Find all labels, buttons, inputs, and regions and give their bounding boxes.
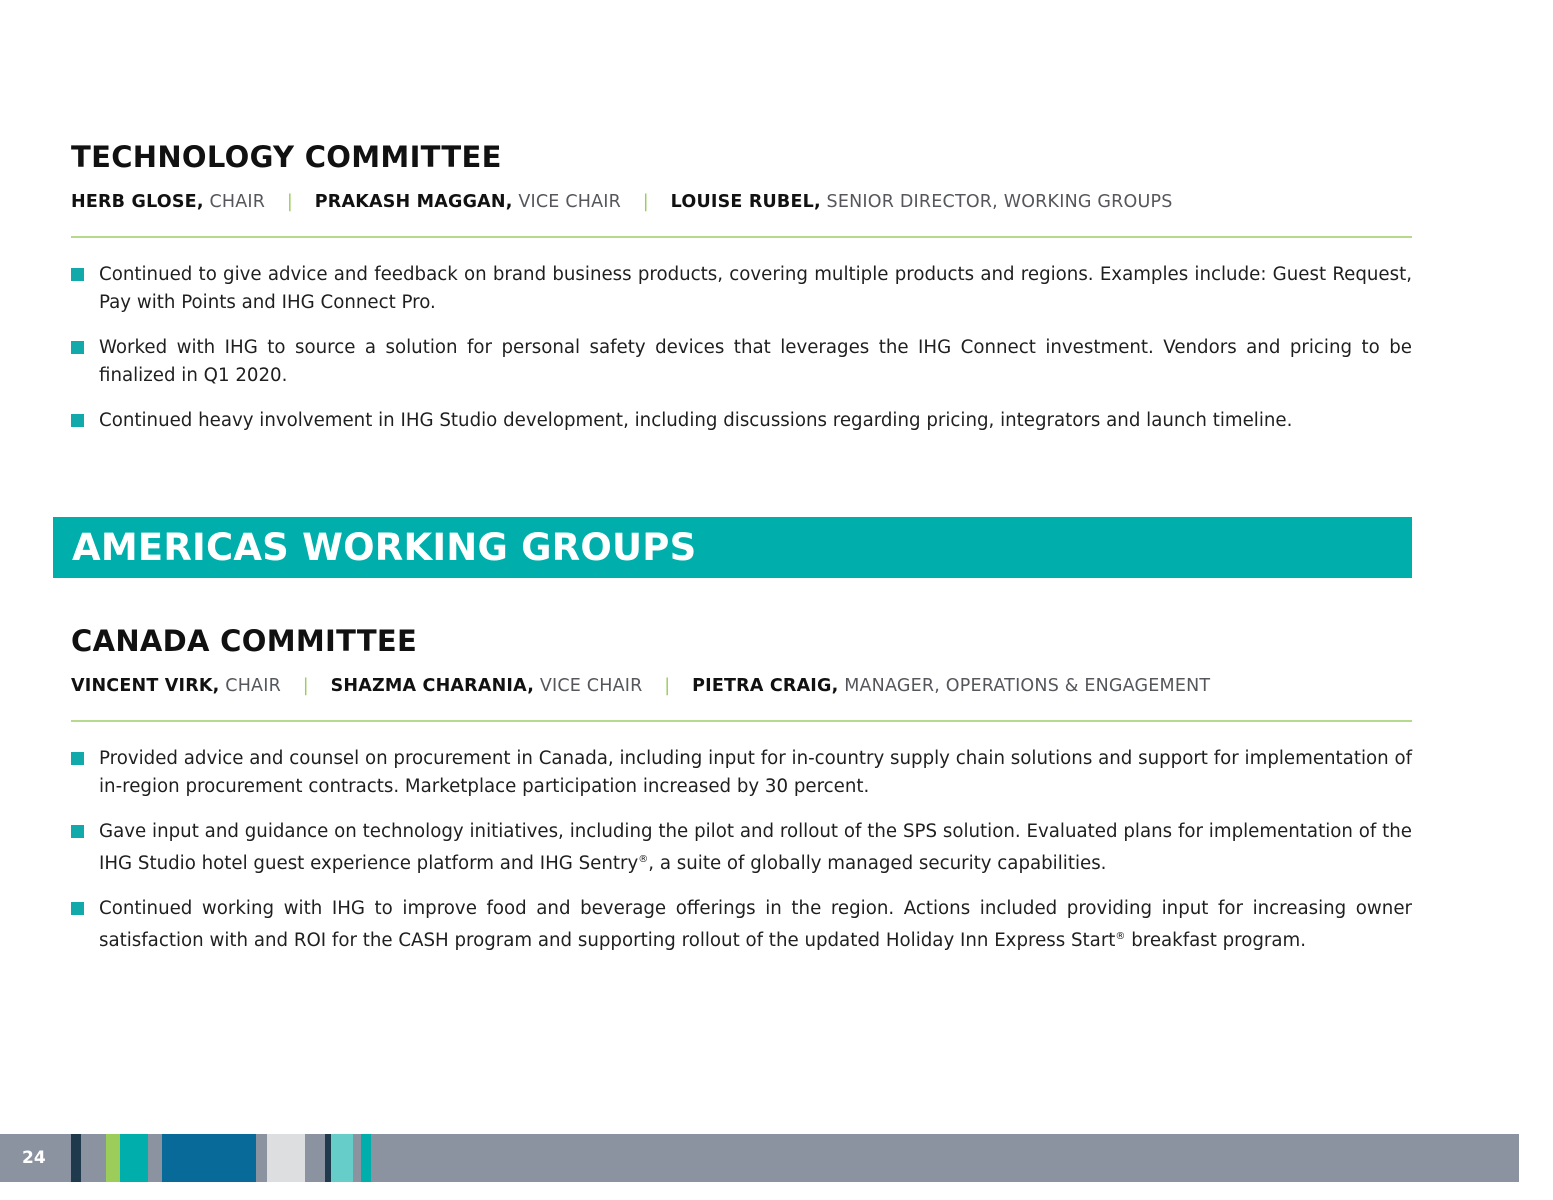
member-role: CHAIR — [203, 192, 266, 212]
canada-committee-members — [71, 676, 1411, 696]
footer-stripe — [267, 1134, 305, 1182]
member-name: LOUISE RUBEL, — [670, 192, 821, 212]
member-role: VICE CHAIR — [512, 192, 621, 212]
bullet-square-icon — [71, 268, 84, 281]
section-divider — [71, 720, 1412, 722]
registered-mark: ® — [1115, 931, 1126, 943]
registered-mark: ® — [638, 854, 649, 865]
member-name: HERB GLOSE, — [71, 192, 204, 212]
list-item — [71, 745, 1412, 801]
member-name: PRAKASH MAGGAN, — [314, 192, 513, 212]
list-item-text: Worked with IHG to source a solution for personal safety devices that leverages the IHG Connect investment. Vendors and pricing to be finalized in Q1 2020. — [99, 337, 1412, 386]
member-separator: | — [286, 192, 293, 212]
canada-bullet-list — [71, 745, 1412, 972]
americas-working-groups-banner — [53, 517, 1412, 578]
member-separator: | — [642, 192, 649, 212]
footer-stripe — [106, 1134, 120, 1182]
list-item-text: breakfast program. — [1125, 930, 1307, 952]
list-item-text: Continued heavy involvement in IHG Studio development, including discussions regarding pricing, integrators and launch timeline. — [99, 410, 1293, 431]
bullet-square-icon — [71, 902, 84, 915]
bullet-square-icon — [71, 752, 84, 765]
technology-committee-members — [71, 192, 1411, 212]
section-divider — [71, 236, 1412, 238]
list-item — [71, 261, 1412, 317]
bullet-square-icon — [71, 414, 84, 427]
list-item — [71, 334, 1412, 390]
list-item-text: Gave input and guidance on technology initiatives, including the pilot and rollout of the SPS solution. Evaluated plans for implementation of the IHG Studio hotel guest experience platform and IHG Sentry — [99, 821, 1412, 875]
member-separator: | — [302, 676, 309, 696]
list-item-text: Provided advice and counsel on procurement in Canada, including input for in-country supply chain solutions and support for implementation of in-region procurement contracts. Marketplace participation increased by 30 percent. — [99, 748, 1412, 797]
list-item — [71, 818, 1412, 878]
list-item-text: , a suite of globally managed security capabilities. — [648, 853, 1107, 875]
member-role: CHAIR — [219, 676, 281, 696]
member-name: VINCENT VIRK, — [71, 676, 220, 696]
technology-committee-title: TECHNOLOGY COMMITTEE — [71, 140, 502, 174]
banner-title: AMERICAS WORKING GROUPS — [72, 526, 697, 569]
list-item — [71, 895, 1412, 955]
technology-bullet-list — [71, 261, 1412, 452]
page-number: 24 — [22, 1148, 46, 1168]
bullet-square-icon — [71, 341, 84, 354]
footer-stripe — [331, 1134, 353, 1182]
list-item-text: Continued to give advice and feedback on brand business products, covering multiple products and regions. Examples include: Guest Request, Pay with Points and IHG Connect Pro. — [99, 264, 1412, 313]
member-role: VICE CHAIR — [534, 676, 643, 696]
bullet-square-icon — [71, 825, 84, 838]
member-separator: | — [664, 676, 671, 696]
canada-committee-title: CANADA COMMITTEE — [71, 624, 418, 658]
page-footer — [0, 1134, 1519, 1182]
list-item — [71, 407, 1412, 435]
footer-stripe — [361, 1134, 371, 1182]
footer-stripe — [71, 1134, 81, 1182]
member-name: SHAZMA CHARANIA, — [330, 676, 535, 696]
member-name: PIETRA CRAIG, — [692, 676, 839, 696]
member-role: SENIOR DIRECTOR, WORKING GROUPS — [820, 192, 1173, 212]
footer-stripe — [162, 1134, 256, 1182]
member-role: MANAGER, OPERATIONS & ENGAGEMENT — [838, 676, 1211, 696]
footer-stripe — [120, 1134, 148, 1182]
list-item-text: Continued working with IHG to improve food and beverage offerings in the region. Actions included providing input for increasing owner satisfaction with and ROI for the CASH program and supporting rollout of the updated Holiday Inn Express Start — [99, 898, 1412, 952]
